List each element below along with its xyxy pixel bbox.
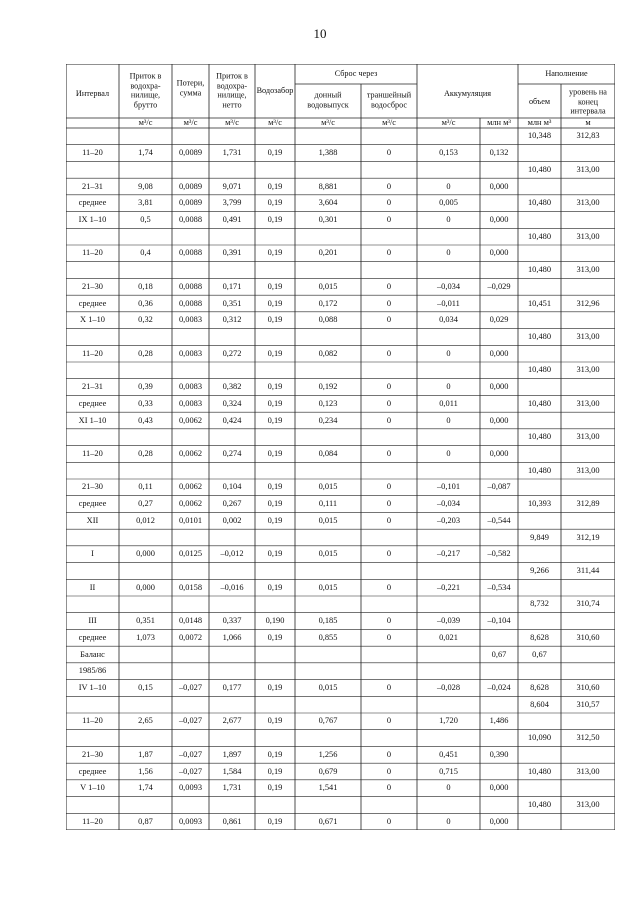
- table-cell: 10,480: [527, 264, 552, 274]
- table-cell: 0: [386, 248, 392, 258]
- header-filling-group: Наполнение: [545, 69, 588, 79]
- table-cell: 0,000: [489, 248, 509, 258]
- table-cell: 0,000: [136, 549, 155, 558]
- table-cell: 0,0093: [178, 816, 203, 826]
- unit-label: м³/с: [321, 117, 335, 127]
- table-cell: 0,011: [439, 398, 458, 408]
- header-inflow-net: Приток в водохра- нилище, нетто: [216, 71, 248, 110]
- header-trench-spillway: траншейный водосброс: [366, 90, 412, 109]
- table-cell: 1,256: [318, 749, 338, 759]
- table-cell: 0,0088: [178, 214, 203, 224]
- table-cell: 8,628: [530, 632, 549, 642]
- table-cell: 10,393: [527, 498, 552, 508]
- table-cell: 10,480: [527, 164, 552, 174]
- table-cell: 10,480: [527, 231, 552, 241]
- row-interval-label: IX 1–10: [78, 214, 107, 224]
- table-cell: 10,348: [527, 131, 552, 141]
- table-cell: 10,480: [527, 331, 552, 341]
- table-cell: 0,000: [489, 448, 509, 458]
- table-cell: 0: [386, 147, 392, 157]
- table-cell: 0,19: [267, 147, 283, 157]
- table-cell: –0,544: [487, 515, 511, 525]
- table-cell: 10,480: [527, 198, 552, 207]
- row-interval-label: среднее: [78, 632, 107, 642]
- table-cell: 1,486: [489, 716, 509, 726]
- table-cell: 0: [446, 248, 451, 258]
- table-cell: –0,027: [178, 716, 203, 726]
- table-cell: 312,50: [576, 732, 600, 742]
- table-cell: 0,39: [138, 381, 153, 391]
- table-cell: 0,000: [489, 181, 509, 191]
- table-cell: 0,201: [318, 248, 338, 258]
- table-cell: 0,000: [489, 381, 509, 391]
- table-cell: 312,96: [576, 298, 600, 308]
- row-interval-label: среднее: [78, 498, 107, 508]
- table-cell: 10,480: [527, 398, 552, 408]
- table-cell: 0,337: [222, 615, 242, 625]
- table-cell: 0,451: [439, 749, 458, 759]
- table-cell: 0,0083: [178, 315, 203, 324]
- table-cell: 0,715: [439, 766, 458, 776]
- table-cell: 0,185: [318, 615, 338, 625]
- table-cell: 10,480: [527, 766, 552, 776]
- table-cell: 0,000: [489, 816, 509, 826]
- table-cell: 1,584: [222, 766, 242, 776]
- unit-label: млн м³: [527, 117, 552, 127]
- table-cell: 0,0148: [178, 615, 203, 625]
- table-cell: 0,172: [318, 298, 338, 308]
- table-cell: 0: [386, 816, 392, 826]
- table-cell: 0,029: [489, 315, 509, 324]
- table-cell: 0,19: [267, 716, 283, 726]
- table-cell: 0,33: [138, 398, 153, 408]
- table-cell: 0,000: [136, 582, 155, 592]
- row-interval-label: среднее: [78, 766, 107, 776]
- table-cell: 3,604: [318, 198, 338, 207]
- table-cell: 0: [386, 716, 392, 726]
- table-cell: 0,855: [318, 632, 338, 642]
- table-cell: 0,19: [267, 482, 283, 492]
- table-cell: 0,19: [267, 214, 283, 224]
- row-interval-label: II: [89, 582, 96, 592]
- table-cell: 0: [386, 749, 392, 759]
- table-cell: 0,19: [267, 549, 283, 558]
- table-cell: 0: [386, 415, 392, 425]
- table-cell: 0: [386, 783, 392, 792]
- unit-label: м: [585, 117, 591, 127]
- table-cell: 1,74: [138, 147, 153, 157]
- table-cell: 3,799: [222, 198, 242, 207]
- unit-label: м³/с: [268, 117, 282, 127]
- table-cell: 0,0088: [178, 281, 203, 291]
- table-cell: 0,11: [138, 482, 153, 492]
- row-interval-label: 11–20: [82, 147, 103, 157]
- table-cell: 1,720: [439, 716, 458, 726]
- table-cell: 0,015: [318, 549, 338, 558]
- table-cell: 10,480: [527, 365, 552, 375]
- table-cell: 1,897: [222, 749, 242, 759]
- table-cell: –0,011: [437, 298, 460, 308]
- table-cell: 0: [386, 682, 392, 692]
- table-cell: 311,44: [576, 565, 600, 575]
- table-cell: 0,104: [222, 482, 242, 492]
- table-cell: 0,0083: [178, 381, 203, 391]
- table-cell: 0: [386, 381, 392, 391]
- table-cell: 9,071: [222, 181, 242, 191]
- table-cell: 0: [446, 415, 451, 425]
- table-cell: 310,60: [576, 632, 600, 642]
- table-cell: 0: [446, 348, 451, 358]
- table-cell: 1,731: [222, 147, 242, 157]
- row-interval-label: 21–30: [82, 749, 103, 759]
- table-cell: –0,101: [436, 482, 461, 492]
- table-cell: –0,027: [178, 682, 203, 692]
- table-grid: [66, 64, 615, 830]
- table-cell: 0,351: [222, 298, 242, 308]
- table-cell: 0,19: [267, 448, 283, 458]
- table-cell: 0,0072: [178, 632, 203, 642]
- table-cell: 0,0062: [178, 482, 203, 492]
- unit-label: м³/с: [138, 117, 153, 127]
- table-cell: 313,00: [576, 365, 600, 375]
- table-cell: –0,029: [487, 281, 511, 291]
- table-cell: 0: [386, 398, 392, 408]
- table-cell: –0,203: [436, 515, 461, 525]
- table-cell: 0,0101: [178, 515, 203, 525]
- table-cell: 313,00: [576, 766, 600, 776]
- table-cell: 10,090: [527, 732, 552, 742]
- table-cell: 0,005: [439, 198, 458, 207]
- table-cell: 0,015: [318, 281, 338, 291]
- table-cell: 0,671: [318, 816, 338, 826]
- table-cell: –0,016: [220, 582, 244, 592]
- table-cell: 0,382: [222, 381, 242, 391]
- table-cell: 1,56: [138, 766, 153, 776]
- table-cell: 0,19: [267, 515, 283, 525]
- table-cell: –0,104: [487, 615, 511, 625]
- table-cell: 313,00: [576, 432, 600, 441]
- table-cell: 0: [386, 582, 392, 592]
- table-cell: 2,65: [138, 716, 153, 726]
- table-cell: 0,0093: [178, 783, 203, 792]
- table-cell: –0,034: [436, 281, 461, 291]
- table-cell: 0: [386, 198, 392, 207]
- table-cell: 0,312: [222, 315, 242, 324]
- table-cell: 0,19: [267, 398, 283, 408]
- table-cell: 0,19: [267, 381, 283, 391]
- row-interval-label: V 1–10: [80, 783, 105, 792]
- table-cell: 0,111: [318, 498, 338, 508]
- table-cell: 0: [386, 766, 392, 776]
- row-interval-label: I: [91, 549, 94, 558]
- table-cell: 0,19: [267, 281, 283, 291]
- table-cell: 0,192: [318, 381, 338, 391]
- table-cell: 0,32: [138, 315, 153, 324]
- table-cell: –0,012: [220, 549, 244, 558]
- table-cell: 313,00: [576, 231, 600, 241]
- row-interval-label: 21–30: [82, 281, 103, 291]
- table-cell: 0,324: [222, 398, 242, 408]
- table-cell: 8,628: [530, 682, 549, 692]
- table-cell: 0,177: [222, 682, 242, 692]
- row-interval-label: 11–20: [82, 348, 103, 358]
- table-cell: 0: [386, 348, 392, 358]
- table-cell: 0,000: [489, 214, 509, 224]
- table-cell: 0,190: [265, 615, 285, 625]
- table-cell: 0,301: [318, 214, 338, 224]
- header-losses: Потери, сумма: [176, 78, 205, 97]
- unit-label: м³/с: [382, 117, 396, 127]
- table-cell: 0,15: [138, 682, 153, 692]
- table-cell: 0,015: [318, 482, 338, 492]
- table-cell: 0,0089: [178, 181, 203, 191]
- table-cell: 0,000: [489, 348, 509, 358]
- table-cell: 0: [386, 482, 392, 492]
- table-cell: 0,4: [140, 248, 151, 258]
- table-cell: 0: [446, 816, 451, 826]
- reservoir-balance-table: [66, 64, 615, 830]
- table-cell: 0: [386, 549, 392, 558]
- table-cell: 0,0062: [178, 498, 203, 508]
- table-cell: 10,451: [527, 298, 552, 308]
- table-cell: 0: [386, 448, 392, 458]
- table-cell: 0,012: [136, 515, 155, 525]
- table-cell: 0,19: [267, 181, 283, 191]
- table-cell: 10,480: [527, 465, 552, 475]
- table-cell: 0,123: [318, 398, 338, 408]
- unit-label: м³/с: [183, 117, 198, 127]
- table-cell: 1,74: [138, 783, 153, 792]
- row-interval-label: X 1–10: [80, 315, 105, 324]
- table-cell: 0,67: [532, 649, 547, 659]
- table-cell: 1,541: [318, 783, 338, 792]
- row-interval-label: 11–20: [82, 248, 103, 258]
- row-interval-label: 11–20: [82, 448, 103, 458]
- table-cell: 9,849: [530, 532, 549, 542]
- table-cell: 313,00: [576, 331, 600, 341]
- table-cell: –0,534: [487, 582, 511, 592]
- row-interval-label: 21–30: [82, 482, 103, 492]
- table-cell: 0,424: [222, 415, 242, 425]
- table-cell: 0,19: [267, 315, 283, 324]
- table-cell: 0,679: [318, 766, 338, 776]
- table-cell: 313,00: [576, 799, 600, 809]
- table-cell: 0,132: [489, 147, 509, 157]
- header-bottom-outlet: донный водовыпуск: [307, 90, 349, 109]
- header-accumulation: Аккумуляция: [443, 89, 492, 99]
- table-cell: 0,272: [222, 348, 242, 358]
- table-cell: 0,28: [138, 448, 153, 458]
- table-cell: 0,19: [267, 198, 283, 207]
- table-cell: 3,81: [138, 198, 153, 207]
- table-cell: 0,767: [318, 716, 338, 726]
- table-cell: 0,0062: [178, 448, 203, 458]
- table-cell: 0,084: [318, 448, 338, 458]
- table-cell: 9,266: [530, 565, 549, 575]
- table-cell: –0,087: [487, 482, 511, 492]
- row-interval-label: среднее: [78, 398, 107, 408]
- row-interval-label: 1985/86: [78, 666, 107, 675]
- table-cell: 0,351: [136, 615, 155, 625]
- row-interval-label: 21–31: [82, 181, 103, 191]
- table-cell: 0,391: [222, 248, 242, 258]
- table-cell: –0,027: [178, 749, 203, 759]
- table-cell: 0,19: [267, 415, 283, 425]
- table-cell: 1,388: [318, 147, 338, 157]
- table-cell: 0: [446, 783, 451, 792]
- header-interval: Интервал: [75, 89, 110, 99]
- row-interval-label: 21–31: [82, 381, 103, 391]
- table-cell: 0,19: [267, 248, 283, 258]
- table-cell: 0,034: [439, 315, 458, 324]
- row-interval-label: среднее: [78, 198, 107, 207]
- table-cell: 0,19: [267, 766, 283, 776]
- table-cell: 313,00: [576, 264, 600, 274]
- table-cell: 0,491: [222, 214, 242, 224]
- table-cell: 0,28: [138, 348, 153, 358]
- unit-label: м³/с: [225, 117, 239, 127]
- table-cell: 0,015: [318, 515, 338, 525]
- table-cell: 0,5: [140, 214, 151, 224]
- table-cell: 0: [446, 448, 451, 458]
- table-cell: 0: [386, 632, 392, 642]
- table-cell: 0,27: [138, 498, 153, 508]
- table-cell: 0,015: [318, 582, 338, 592]
- table-cell: –0,028: [436, 682, 461, 692]
- header-inflow-gross: Приток в водохра- нилище, брутто: [129, 71, 162, 110]
- row-interval-label: 11–20: [82, 816, 103, 826]
- table-cell: 8,881: [318, 181, 338, 191]
- table-cell: 0,0083: [178, 348, 203, 358]
- page-number: 10: [313, 26, 327, 41]
- table-cell: 0: [446, 181, 451, 191]
- table-cell: –0,024: [487, 682, 511, 692]
- table-cell: 0: [386, 281, 392, 291]
- table-cell: 0,19: [267, 582, 283, 592]
- table-cell: 0,000: [489, 783, 509, 792]
- table-cell: 1,731: [222, 783, 242, 792]
- table-cell: –0,221: [436, 582, 461, 592]
- header-withdrawal: Водозабор: [256, 86, 294, 96]
- table-cell: 313,00: [576, 164, 600, 174]
- header-discharge-group: Сброс через: [334, 69, 378, 79]
- unit-label: млн м³: [487, 117, 511, 127]
- table-cell: 0,19: [267, 682, 283, 692]
- table-cell: 0,0088: [178, 298, 203, 308]
- table-cell: 8,604: [530, 699, 549, 709]
- table-cell: 0,000: [489, 415, 509, 425]
- table-cell: 0: [386, 298, 392, 308]
- table-cell: 0,015: [318, 682, 338, 692]
- table-cell: –0,582: [487, 549, 511, 558]
- table-cell: 0,19: [267, 816, 283, 826]
- table-cell: 0,274: [222, 448, 242, 458]
- table-cell: 0,088: [318, 315, 338, 324]
- table-cell: 0,082: [318, 348, 338, 358]
- table-cell: 0,0089: [178, 147, 203, 157]
- table-cell: 0,002: [222, 515, 242, 525]
- row-interval-label: Баланс: [80, 649, 105, 659]
- table-cell: 0,0088: [178, 248, 203, 258]
- table-cell: 0: [386, 498, 392, 508]
- table-cell: 310,74: [576, 599, 600, 609]
- row-interval-label: XI 1–10: [78, 415, 107, 425]
- table-cell: 0: [386, 181, 392, 191]
- table-cell: 312,19: [576, 532, 600, 542]
- unit-label: м³/с: [441, 117, 456, 127]
- table-cell: 10,480: [527, 432, 552, 441]
- table-cell: 0,234: [318, 415, 338, 425]
- table-cell: 0,171: [222, 281, 242, 291]
- table-cell: 0,19: [267, 783, 283, 792]
- table-cell: 0,0089: [178, 198, 203, 207]
- table-cell: 0: [386, 315, 392, 324]
- table-cell: 0,19: [267, 498, 283, 508]
- table-cell: 0,18: [138, 281, 153, 291]
- table-cell: 0,021: [439, 632, 458, 642]
- table-cell: 10,480: [527, 799, 552, 809]
- table-cell: –0,034: [436, 498, 461, 508]
- table-cell: 0: [386, 515, 392, 525]
- table-cell: 0,267: [222, 498, 242, 508]
- row-interval-label: IV 1–10: [78, 682, 107, 692]
- table-cell: –0,027: [178, 766, 203, 776]
- table-cell: 0,153: [439, 147, 458, 157]
- table-cell: 0: [446, 381, 451, 391]
- table-cell: 0,0125: [178, 549, 203, 558]
- table-cell: 8,732: [530, 599, 549, 609]
- table-cell: 313,00: [576, 465, 600, 475]
- table-cell: 2,677: [222, 716, 242, 726]
- table-cell: 0,36: [138, 298, 153, 308]
- table-cell: 0: [386, 615, 392, 625]
- table-cell: 0,19: [267, 298, 283, 308]
- row-interval-label: 11–20: [82, 716, 103, 726]
- table-cell: 310,57: [576, 699, 600, 709]
- table-cell: 312,83: [576, 131, 600, 141]
- table-cell: –0,039: [436, 615, 461, 625]
- table-cell: 1,066: [222, 632, 242, 642]
- table-cell: 313,00: [576, 398, 600, 408]
- table-cell: 0,0062: [178, 415, 203, 425]
- header-level-end: уровень на конец интервала: [569, 87, 607, 116]
- table-cell: 0: [446, 214, 451, 224]
- table-cell: 0,67: [491, 649, 507, 659]
- table-cell: 310,60: [576, 682, 600, 692]
- table-cell: 0,19: [267, 348, 283, 358]
- table-cell: 0,0158: [178, 582, 203, 592]
- table-cell: 0,19: [267, 632, 283, 642]
- header-volume: объем: [528, 97, 551, 107]
- table-cell: 0,0083: [178, 398, 203, 408]
- table-cell: 0,19: [267, 749, 283, 759]
- table-cell: 313,00: [576, 198, 600, 207]
- table-cell: 0,861: [222, 816, 242, 826]
- table-cell: 312,89: [576, 498, 600, 508]
- row-interval-label: среднее: [78, 298, 107, 308]
- table-cell: 9,08: [138, 181, 153, 191]
- table-cell: 1,87: [138, 749, 153, 759]
- row-interval-label: III: [88, 615, 97, 625]
- table-cell: 1,073: [136, 632, 155, 642]
- table-cell: –0,217: [436, 549, 461, 558]
- table-cell: 0: [386, 214, 392, 224]
- table-cell: 0,87: [138, 816, 153, 826]
- table-cell: 0,43: [138, 415, 153, 425]
- table-cell: 0,390: [489, 749, 509, 759]
- row-interval-label: XII: [86, 515, 99, 525]
